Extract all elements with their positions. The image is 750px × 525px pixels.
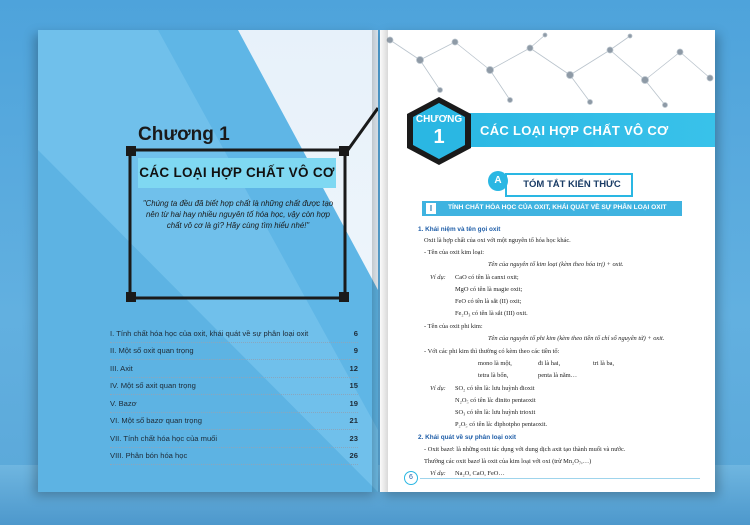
text-line: Ví dụ: bbox=[430, 385, 446, 392]
toc-label: V. Bazơ bbox=[110, 398, 137, 408]
chapter-name-bar bbox=[138, 158, 336, 188]
chapter-band-title: CÁC LOẠI HỢP CHẤT VÔ CƠ bbox=[480, 123, 669, 138]
text-line: - Tên của oxit kim loại: bbox=[424, 249, 485, 256]
toc-item[interactable] bbox=[110, 343, 358, 361]
text-line: Ví dụ: bbox=[430, 470, 446, 477]
toc-page: 12 bbox=[349, 363, 358, 373]
text-line: penta là năm… bbox=[538, 372, 578, 379]
text-line: Oxit là hợp chất của oxi với một nguyên tố hóa học khác. bbox=[424, 237, 571, 244]
left-page bbox=[38, 30, 378, 492]
chapter-number: 1 bbox=[433, 126, 445, 148]
toc-label: IV. Một số axit quan trọng bbox=[110, 381, 196, 391]
text-line: Tên của nguyên tố phi kim (kèm theo tiền tố chỉ số nguyên tử) + oxit. bbox=[488, 335, 665, 342]
text-line: tri là ba, bbox=[593, 360, 615, 367]
text-line: - Oxit bazơ: là những oxit tác dụng với dung dịch axit tạo thành muối và nước. bbox=[424, 446, 626, 453]
section-number: I bbox=[424, 201, 438, 216]
text-line: Na₂O, CaO, FeO… bbox=[455, 470, 505, 477]
toc-item[interactable] bbox=[110, 448, 358, 466]
text-line: - Tên của oxit phi kim: bbox=[424, 323, 483, 330]
text-line: Fe₂O₃ có tên là sắt (III) oxit. bbox=[455, 310, 528, 317]
toc-label: VI. Một số bazơ quan trọng bbox=[110, 416, 202, 426]
text-line: SO₃ có tên là: lưu huỳnh trioxit bbox=[455, 409, 536, 416]
toc-item[interactable] bbox=[110, 413, 358, 431]
toc-page: 6 bbox=[353, 328, 358, 338]
footer-line bbox=[420, 478, 700, 479]
text-line: P₂O₅ có tên là: điphotpho pentaoxit. bbox=[455, 421, 548, 428]
toc-page: 19 bbox=[349, 398, 358, 408]
chapter-label: CHƯƠNG bbox=[415, 114, 463, 125]
text-line: tetra là bốn, bbox=[478, 372, 509, 379]
toc-label: II. Một số oxit quan trọng bbox=[110, 346, 194, 356]
chapter-heading: Chương 1 bbox=[138, 124, 230, 145]
table-of-contents bbox=[110, 325, 358, 465]
summary-badge: A bbox=[488, 171, 508, 191]
subheading: 1. Khái niệm và tên gọi oxit bbox=[418, 226, 501, 233]
text-line: Tên của nguyên tố kim loại (kèm theo hóa trị) + oxit. bbox=[488, 261, 624, 268]
chapter-name: CÁC LOẠI HỢP CHẤT VÔ CƠ bbox=[139, 165, 335, 180]
toc-item[interactable] bbox=[110, 360, 358, 378]
text-line: đi là hai, bbox=[538, 360, 561, 367]
toc-item[interactable] bbox=[110, 325, 358, 343]
text-line: Ví dụ: bbox=[430, 274, 446, 281]
toc-item[interactable] bbox=[110, 395, 358, 413]
toc-page: 9 bbox=[353, 346, 358, 356]
text-line: N₂O₅ có tên là: đinito pentaoxit bbox=[455, 397, 536, 404]
toc-item[interactable] bbox=[110, 378, 358, 396]
page-number: 6 bbox=[404, 471, 418, 485]
right-page bbox=[380, 30, 715, 492]
text-line: FeO có tên là sắt (II) oxit; bbox=[455, 298, 522, 305]
text-line: Thường các oxit bazơ là oxit của kim loại với oxi (trừ Mn₂O₇,…) bbox=[424, 458, 592, 465]
toc-label: VII. Tính chất hóa học của muối bbox=[110, 433, 218, 443]
text-line: MgO có tên là magie oxit; bbox=[455, 286, 523, 293]
toc-page: 15 bbox=[349, 381, 358, 391]
toc-label: III. Axit bbox=[110, 363, 133, 373]
toc-page: 21 bbox=[349, 416, 358, 426]
section-title: TÍNH CHẤT HÓA HỌC CỦA OXIT, KHÁI QUÁT VỀ SỰ PHÂN LOẠI OXIT bbox=[448, 204, 667, 211]
summary-title: TÓM TẮT KIẾN THỨC bbox=[523, 179, 621, 190]
toc-page: 23 bbox=[349, 433, 358, 443]
text-line: mono là một, bbox=[478, 360, 512, 367]
toc-page: 26 bbox=[349, 451, 358, 461]
toc-item[interactable] bbox=[110, 430, 358, 448]
chapter-quote: "Chúng ta đều đã biết hợp chất là những chất được tạo nên từ hai hay nhiều nguyên tố hóa học, vậy còn hợp chất vô cơ là gì? Hãy cùng tìm hiểu nhé!" bbox=[142, 199, 334, 230]
subheading: 2. Khái quát về sự phân loại oxit bbox=[418, 434, 517, 441]
text-line: SO₂ có tên là: lưu huỳnh đioxit bbox=[455, 385, 535, 392]
book-spine-shadow bbox=[372, 30, 388, 492]
toc-label: VIII. Phân bón hóa học bbox=[110, 451, 188, 461]
text-line: - Với các phi kim thì thường có kèm theo các tiền tố: bbox=[424, 348, 560, 355]
toc-label: I. Tính chất hóa học của oxit, khái quát về sự phân loại oxit bbox=[110, 328, 309, 338]
text-line: CaO có tên là canxi oxit; bbox=[455, 274, 519, 281]
